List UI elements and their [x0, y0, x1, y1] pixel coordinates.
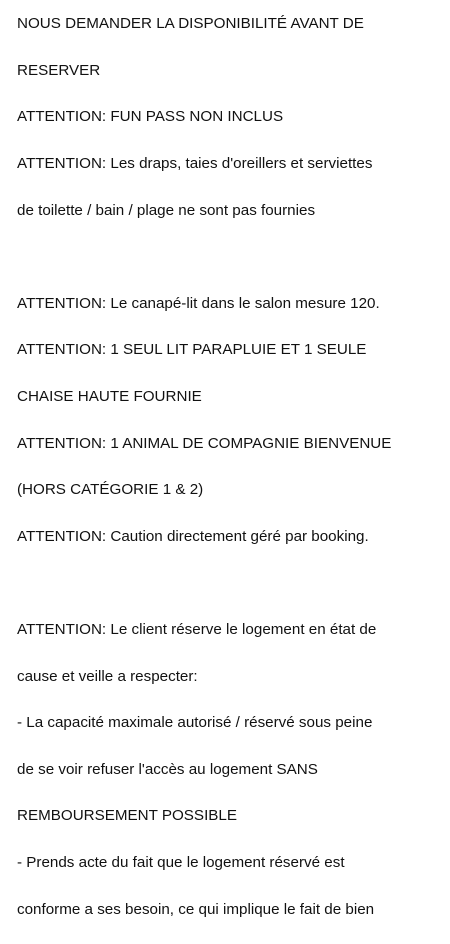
text-line: CHAISE HAUTE FOURNIE	[17, 388, 202, 406]
text-line: conforme a ses besoin, ce qui implique le fait de bien	[17, 900, 375, 918]
text-line: de toilette / bain / plage ne sont pas fournies	[17, 201, 316, 219]
text-line: ATTENTION: FUN PASS NON INCLUS	[17, 108, 284, 126]
text-line: NOUS DEMANDER LA DISPONIBILITÉ AVANT DE	[17, 15, 364, 33]
text-line: - La capacité maximale autorisé / réservé sous peine	[17, 714, 373, 732]
text-line: ATTENTION: Les draps, taies d'oreillers et serviettes	[17, 155, 373, 173]
text-line: cause et veille a respecter:	[17, 667, 198, 685]
text-line: ATTENTION: Le client réserve le logement en état de	[17, 621, 377, 639]
text-line: de se voir refuser l'accès au logement SANS	[17, 760, 318, 778]
paragraph-spacer	[17, 245, 442, 268]
message-text	[17, 0, 442, 944]
text-line: REMBOURSEMENT POSSIBLE	[17, 807, 237, 825]
text-line: ATTENTION: Caution directement géré par booking.	[17, 527, 369, 545]
text-line: ATTENTION: 1 ANIMAL DE COMPAGNIE BIENVENUE	[17, 434, 392, 452]
text-line: ATTENTION: 1 SEUL LIT PARAPLUIE ET 1 SEULE	[17, 341, 367, 359]
text-line: (HORS CATÉGORIE 1 & 2)	[17, 481, 204, 499]
text-line: RESERVER	[17, 61, 101, 79]
text-line: - Prends acte du fait que le logement réservé est	[17, 853, 345, 871]
text-line: ATTENTION: Le canapé-lit dans le salon mesure 120.	[17, 294, 380, 312]
paragraph-spacer	[17, 571, 442, 594]
